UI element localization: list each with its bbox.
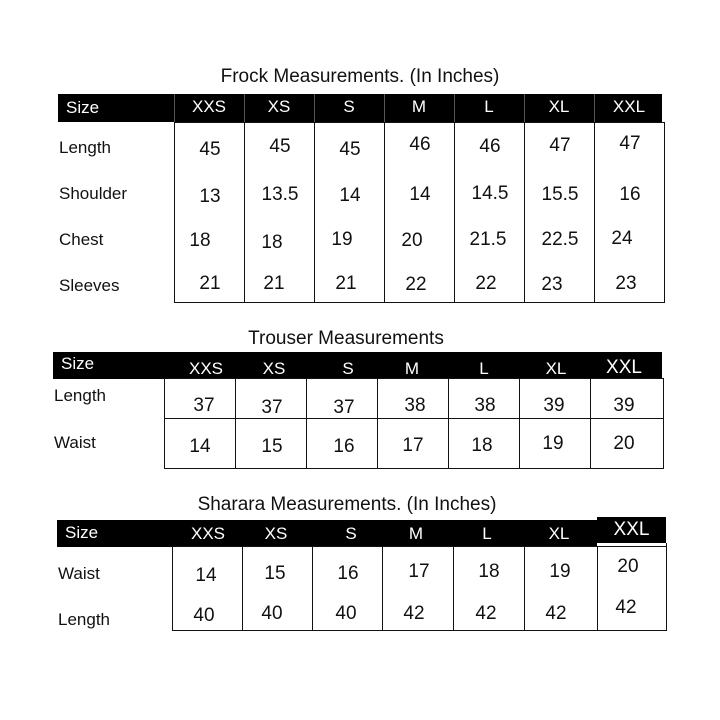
trouser-waist-xs: 15	[261, 436, 283, 457]
trouser-size-xs: XS	[262, 359, 286, 378]
frock-title: Frock Measurements. (In Inches)	[220, 66, 500, 87]
trouser-waist-s: 16	[333, 436, 355, 457]
sharara-header-bar	[57, 520, 597, 547]
sharara-size-label: Size	[65, 523, 99, 542]
frock-chest-xxs: 18	[189, 230, 211, 251]
trouser-size-m: M	[404, 359, 420, 378]
frock-shoulder-xxl: 16	[619, 184, 641, 205]
sharara-size-s: S	[345, 524, 357, 543]
frock-shoulder-xs: 13.5	[261, 184, 299, 205]
frock-shoulder-m: 14	[409, 184, 431, 205]
frock-length-xxl: 47	[619, 133, 641, 154]
frock-sleeves-s: 21	[335, 273, 357, 294]
frock-size-xl: XL	[548, 97, 570, 116]
sharara-header-xxl-block	[597, 517, 666, 543]
frock-row-label-shoulder: Shoulder	[59, 184, 128, 203]
frock-row-label-length: Length	[59, 138, 111, 157]
sharara-size-xxs: XXS	[190, 524, 226, 543]
sharara-length-s: 40	[335, 603, 357, 624]
trouser-length-m: 38	[404, 395, 426, 416]
frock-sleeves-xxl: 23	[615, 273, 637, 294]
frock-chest-l: 21.5	[469, 229, 507, 250]
sharara-waist-xl: 19	[549, 561, 571, 582]
frock-size-m: M	[411, 97, 427, 116]
sharara-waist-xxl: 20	[617, 556, 639, 577]
trouser-header-bar	[53, 352, 662, 379]
frock-sleeves-xxs: 21	[199, 273, 221, 294]
trouser-size-xxs: XXS	[188, 359, 224, 378]
trouser-waist-xl: 19	[542, 433, 564, 454]
sharara-waist-l: 18	[478, 561, 500, 582]
trouser-size-label: Size	[61, 354, 95, 373]
trouser-row-label-length: Length	[54, 386, 106, 405]
sharara-waist-xs: 15	[264, 563, 286, 584]
frock-length-xs: 45	[269, 136, 291, 157]
trouser-length-s: 37	[333, 397, 355, 418]
trouser-waist-m: 17	[402, 435, 424, 456]
sharara-length-xxl: 42	[615, 597, 637, 618]
sharara-waist-s: 16	[337, 563, 359, 584]
frock-size-xxs: XXS	[191, 97, 227, 116]
trouser-waist-xxl: 20	[613, 433, 635, 454]
frock-row-label-chest: Chest	[59, 230, 104, 249]
trouser-waist-xxs: 14	[189, 436, 211, 457]
frock-header-bar	[58, 94, 662, 122]
frock-grid	[174, 122, 665, 303]
frock-sleeves-xs: 21	[263, 273, 285, 294]
sharara-length-xxs: 40	[193, 605, 215, 626]
frock-chest-m: 20	[401, 230, 423, 251]
sharara-row-label-waist: Waist	[58, 564, 100, 583]
sharara-waist-xxs: 14	[195, 565, 217, 586]
frock-chest-xxl: 24	[611, 228, 633, 249]
sharara-title: Sharara Measurements. (In Inches)	[197, 494, 497, 515]
trouser-grid	[164, 378, 664, 469]
frock-length-l: 46	[479, 136, 501, 157]
sharara-size-xl: XL	[548, 524, 570, 543]
sharara-length-xs: 40	[261, 603, 283, 624]
trouser-size-l: L	[479, 359, 489, 378]
sharara-waist-m: 17	[408, 561, 430, 582]
trouser-waist-l: 18	[471, 435, 493, 456]
frock-row-label-sleeves: Sleeves	[59, 276, 120, 295]
frock-sleeves-l: 22	[475, 273, 497, 294]
sharara-length-m: 42	[403, 603, 425, 624]
frock-chest-xl: 22.5	[541, 229, 579, 250]
frock-size-xs: XS	[267, 97, 291, 116]
frock-size-xxl: XXL	[612, 97, 646, 116]
trouser-length-xs: 37	[261, 397, 283, 418]
sharara-row-label-length: Length	[58, 610, 110, 629]
trouser-size-xl: XL	[545, 359, 567, 378]
frock-size-s: S	[343, 97, 355, 116]
frock-length-s: 45	[339, 139, 361, 160]
frock-chest-xs: 18	[261, 232, 283, 253]
trouser-size-s: S	[342, 359, 354, 378]
frock-length-xl: 47	[549, 135, 571, 156]
frock-shoulder-xl: 15.5	[541, 184, 579, 205]
trouser-length-xl: 39	[543, 395, 565, 416]
sharara-length-xl: 42	[545, 603, 567, 624]
trouser-length-l: 38	[474, 395, 496, 416]
frock-length-xxs: 45	[199, 139, 221, 160]
frock-size-label: Size	[66, 98, 100, 117]
trouser-size-xxl: XXL	[606, 357, 642, 378]
frock-size-l: L	[484, 97, 494, 116]
sharara-size-xs: XS	[264, 524, 288, 543]
frock-chest-s: 19	[331, 229, 353, 250]
trouser-title: Trouser Measurements	[248, 328, 444, 349]
sharara-grid	[172, 546, 667, 631]
sharara-size-m: M	[408, 524, 424, 543]
frock-length-m: 46	[409, 134, 431, 155]
sharara-size-l: L	[482, 524, 492, 543]
trouser-length-xxl: 39	[613, 395, 635, 416]
frock-shoulder-s: 14	[339, 185, 361, 206]
frock-sleeves-m: 22	[405, 274, 427, 295]
trouser-row-label-waist: Waist	[54, 433, 96, 452]
trouser-length-xxs: 37	[193, 395, 215, 416]
sharara-length-l: 42	[475, 603, 497, 624]
frock-sleeves-xl: 23	[541, 274, 563, 295]
sharara-size-xxl: XXL	[613, 519, 650, 540]
frock-shoulder-xxs: 13	[199, 186, 221, 207]
frock-shoulder-l: 14.5	[471, 183, 509, 204]
